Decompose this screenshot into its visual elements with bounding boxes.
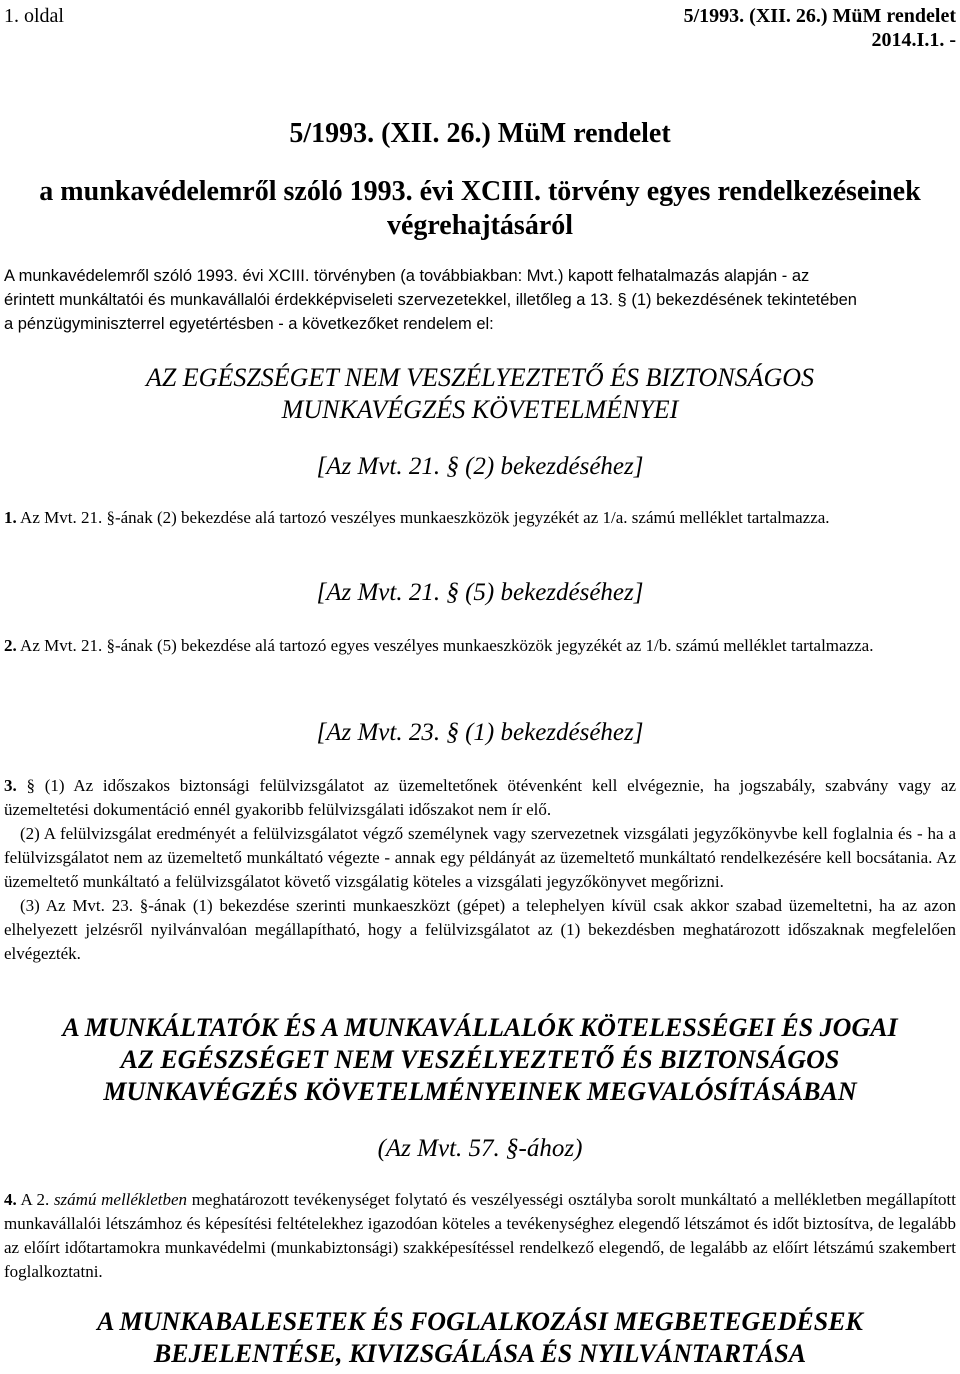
paragraph-1 bbox=[4, 506, 956, 530]
running-header bbox=[684, 4, 956, 52]
paragraph-4-italic: számú mellékletben bbox=[53, 1190, 188, 1209]
section-heading-2-line3: MUNKAVÉGZÉS KÖVETELMÉNYEINEK MEGVALÓSÍTÁSÁBAN bbox=[103, 1077, 857, 1106]
paragraph-3 bbox=[4, 774, 956, 966]
preamble-line2: érintett munkáltatói és munkavállalói érdekképviseleti szervezetekkel, illetőleg a 13. § (1) bekezdésének tekintetében bbox=[4, 291, 857, 309]
running-header-line2: 2014.I.1. - bbox=[871, 29, 956, 51]
paragraph-2-text: Az Mvt. 21. §-ának (5) bekezdése alá tartozó egyes veszélyes munkaeszközök jegyzékét az 1/b. számú melléklet tartalmazza. bbox=[16, 636, 874, 655]
page-number: 1. oldal bbox=[4, 5, 64, 27]
preamble bbox=[4, 264, 956, 336]
section-heading-3-line2: BEJELENTÉSE, KIVIZSGÁLÁSA ÉS NYILVÁNTARTÁSA bbox=[153, 1339, 807, 1368]
section-heading-1-line1: AZ EGÉSZSÉGET NEM VESZÉLYEZTETŐ ÉS BIZTONSÁGOS bbox=[145, 363, 815, 392]
paragraph-4 bbox=[4, 1188, 956, 1284]
paragraph-1-number: 1. bbox=[4, 508, 17, 527]
paragraph-3-text-3: (3) Az Mvt. 23. §-ának (1) bekezdése szerinti munkaeszközt (gépet) a telephelyen kívül csak akkor szabad üzemeltetni, ha az azon elhelyezett jelzésről nyilvánvalóan megállapítható, hogy a felülvizsgálatot az (1) bekezdésben meghatározott időszaknak megfelelően elvégezték. bbox=[4, 896, 956, 963]
paragraph-4-prefix: A 2. bbox=[16, 1190, 54, 1209]
document-title-line1: 5/1993. (XII. 26.) MüM rendelet bbox=[289, 118, 671, 149]
preamble-line3: a pénzügyminiszterrel egyetértésben - a következőket rendelem el: bbox=[4, 315, 494, 333]
paragraph-4-text: meghatározott tevékenységet folytató és veszélyességi osztályba sorolt munkáltató a mellékletben megállapított munkavállalói létszámhoz és képesítési feltételekhez igazodóan köteles a tevékenységhez elegendő létszámot és időt biztosítva, de legalább az előírt időtartamokra munkavédelmi (munkabiztonsági) szakképesítéssel rendelkező elegendő, de legalább az előírt létszámú szakembert foglalkoztatni. bbox=[4, 1190, 957, 1281]
section-reference-3: [Az Mvt. 23. § (1) bekezdéséhez] bbox=[316, 719, 644, 746]
paragraph-3-text-1: § (1) Az időszakos biztonsági felülvizsgálatot az üzemeltetőnek ötévenként kell elvégeznie, ha jogszabály, szabvány vagy az üzemeltetési dokumentáció ennél gyakoribb felülvizsgálati időszakot nem ír elő. bbox=[4, 776, 956, 819]
paragraph-2-number: 2. bbox=[4, 636, 17, 655]
paragraph-4-number: 4. bbox=[4, 1190, 17, 1209]
paragraph-3-number: 3. bbox=[4, 776, 17, 795]
section-heading-3-line1: A MUNKABALESETEK ÉS FOGLALKOZÁSI MEGBETEGEDÉSEK bbox=[97, 1307, 863, 1336]
document-title-line2: a munkavédelemről szóló 1993. évi XCIII. törvény egyes rendelkezéseinek bbox=[39, 176, 921, 207]
paragraph-3-text-2: (2) A felülvizsgálat eredményét a felülvizsgálatot végző személynek vagy szervezetnek vizsgálati jegyzőkönyvbe kell foglalnia és - ha a felülvizsgálatot nem az üzemeltető munkáltató végezte - annak egy példányát az üzemeltető munkáltató rendelkezésére kell bocsátania. Az üzemeltető munkáltató a felülvizsgálatot követő vizsgálatig köteles a vizsgálati jegyzőkönyvet megőrizni. bbox=[4, 824, 956, 891]
section-heading-2-line1: A MUNKÁLTATÓK ÉS A MUNKAVÁLLALÓK KÖTELESSÉGEI ÉS JOGAI bbox=[62, 1013, 898, 1042]
section-heading-2-line2: AZ EGÉSZSÉGET NEM VESZÉLYEZTETŐ ÉS BIZTONSÁGOS bbox=[120, 1045, 840, 1074]
preamble-line1: A munkavédelemről szóló 1993. évi XCIII. törvényben (a továbbiakban: Mvt.) kapott felhatalmazás alapján - az bbox=[4, 267, 810, 285]
section-reference-2: [Az Mvt. 21. § (5) bekezdéséhez] bbox=[316, 579, 644, 606]
paragraph-2 bbox=[4, 634, 956, 658]
section-reference-1: [Az Mvt. 21. § (2) bekezdéséhez] bbox=[316, 453, 644, 480]
section-reference-4: (Az Mvt. 57. §-ához) bbox=[377, 1135, 583, 1162]
paragraph-1-text: Az Mvt. 21. §-ának (2) bekezdése alá tartozó veszélyes munkaeszközök jegyzékét az 1/a. számú melléklet tartalmazza. bbox=[16, 508, 830, 527]
running-header-line1: 5/1993. (XII. 26.) MüM rendelet bbox=[683, 5, 956, 27]
document-title-line3: végrehajtásáról bbox=[386, 210, 574, 241]
section-heading-1-line2: MUNKAVÉGZÉS KÖVETELMÉNYEI bbox=[281, 395, 679, 424]
